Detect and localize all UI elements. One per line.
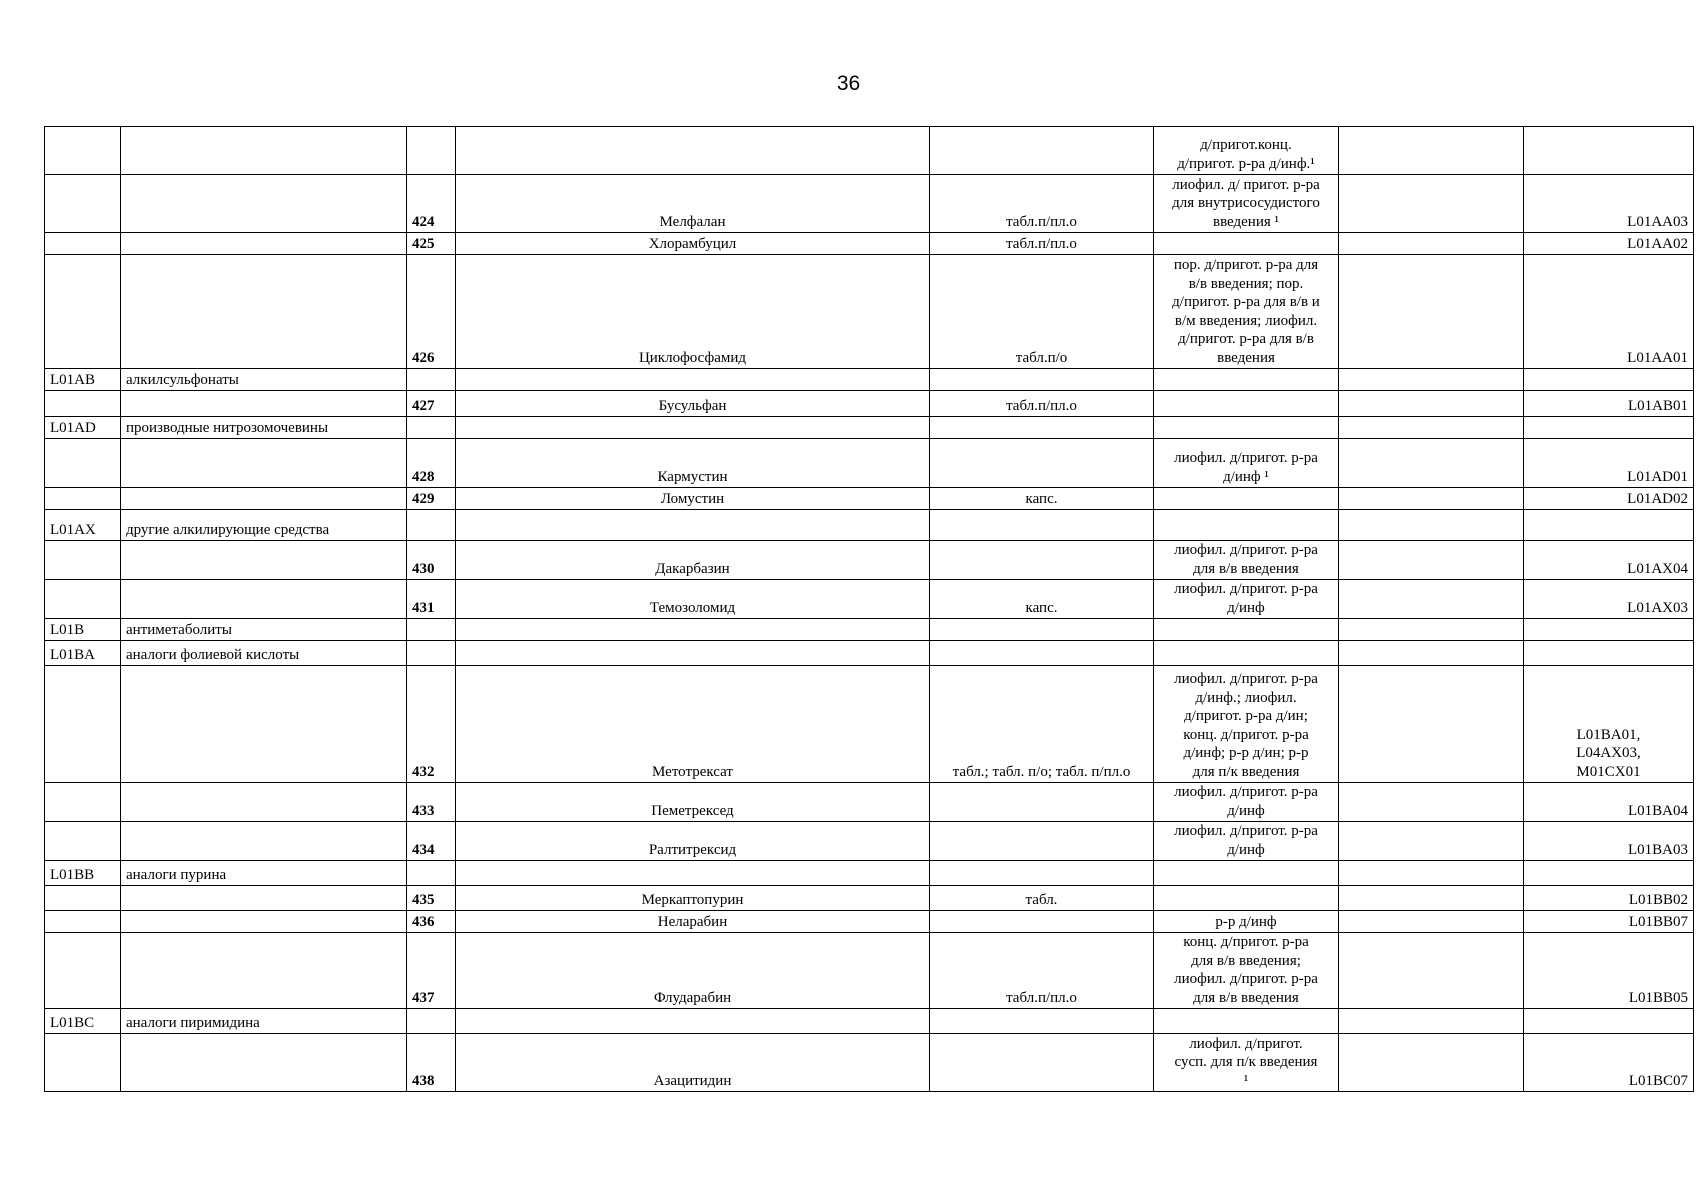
form-line: д/пригот. р-ра для в/в (1178, 331, 1314, 347)
dosage-form: табл.п/пл.о (930, 933, 1154, 1009)
drug-name (456, 510, 930, 541)
empty-cell (1339, 127, 1524, 175)
atc-code-line: L01BB02 (1628, 891, 1688, 908)
item-number (407, 861, 456, 886)
atc-group-code (45, 233, 121, 255)
atc-code-line: L01BB05 (1628, 989, 1688, 1006)
additional-forms (1154, 391, 1339, 417)
drug-name: Бусульфан (456, 391, 930, 417)
dosage-form (930, 783, 1154, 822)
atc-group-code (45, 822, 121, 861)
drug-row (45, 783, 1694, 822)
atc-group-name (121, 933, 407, 1009)
atc-code-line: L01BC07 (1628, 1072, 1688, 1089)
atc-group-code (45, 488, 121, 510)
atc-code (1524, 911, 1694, 933)
form-line: д/пригот.конц. (1200, 137, 1292, 153)
dosage-form (930, 1009, 1154, 1034)
empty-cell (1339, 822, 1524, 861)
form-line: лиофил. д/ пригот. р-ра (1172, 176, 1320, 193)
empty-cell (1339, 1034, 1524, 1092)
atc-code-line: L01AD01 (1627, 468, 1688, 485)
additional-forms (1154, 580, 1339, 619)
atc-code-line: L01AD02 (1627, 490, 1688, 507)
empty-cell (1339, 886, 1524, 911)
atc-code (1524, 580, 1694, 619)
item-number: 437 (407, 933, 456, 1009)
item-number (407, 369, 456, 391)
atc-group-code (45, 580, 121, 619)
atc-group-code (45, 391, 121, 417)
additional-forms (1154, 510, 1339, 541)
group-row (45, 369, 1694, 391)
group-row (45, 619, 1694, 641)
drug-name: Меркаптопурин (456, 886, 930, 911)
drug-row (45, 439, 1694, 488)
additional-forms (1154, 127, 1339, 175)
form-line: в/в введения; пор. (1188, 275, 1304, 292)
drug-row (45, 933, 1694, 1009)
additional-forms (1154, 417, 1339, 439)
atc-code-line: L01AA02 (1627, 235, 1688, 252)
item-number: 434 (407, 822, 456, 861)
additional-forms (1154, 783, 1339, 822)
atc-group-name: другие алкилирующие средства (121, 510, 407, 541)
atc-group-code (45, 1034, 121, 1092)
empty-cell (1339, 580, 1524, 619)
item-number: 430 (407, 541, 456, 580)
form-line: д/инф; р-р д/ин; р-р (1183, 745, 1309, 761)
atc-group-code (45, 439, 121, 488)
drug-row (45, 580, 1694, 619)
form-line: в/м введения; лиофил. (1174, 312, 1318, 329)
additional-forms (1154, 488, 1339, 510)
drug-name (456, 369, 930, 391)
form-line: р-р д/инф (1215, 913, 1277, 930)
drug-name: Метотрексат (456, 666, 930, 783)
item-number: 436 (407, 911, 456, 933)
atc-group-code: L01AB (45, 369, 121, 391)
drug-name: Флударабин (456, 933, 930, 1009)
drug-name: Хлорамбуцил (456, 233, 930, 255)
atc-code-line: L01BB07 (1628, 913, 1688, 930)
form-line: лиофил. д/пригот. р-ра (1174, 971, 1318, 987)
empty-cell (1339, 861, 1524, 886)
atc-group-name (121, 822, 407, 861)
atc-group-name (121, 127, 407, 175)
item-number: 432 (407, 666, 456, 783)
drug-row (45, 886, 1694, 911)
form-line: конц. д/пригот. р-ра (1183, 934, 1309, 950)
drug-name: Пеметрексед (456, 783, 930, 822)
form-line: пор. д/пригот. р-ра для (1173, 257, 1319, 273)
dosage-form (930, 541, 1154, 580)
item-number (407, 1009, 456, 1034)
empty-cell (1339, 175, 1524, 233)
atc-code (1524, 541, 1694, 580)
empty-cell (1339, 417, 1524, 439)
item-number: 431 (407, 580, 456, 619)
atc-group-code: L01BA (45, 641, 121, 666)
atc-group-code: L01B (45, 619, 121, 641)
item-number: 429 (407, 488, 456, 510)
atc-code (1524, 175, 1694, 233)
atc-group-name (121, 255, 407, 369)
atc-group-name (121, 886, 407, 911)
atc-group-name (121, 666, 407, 783)
atc-code-line: M01CX01 (1576, 763, 1641, 780)
atc-group-name (121, 580, 407, 619)
dosage-form (930, 369, 1154, 391)
dosage-form (930, 641, 1154, 666)
form-line: ¹ (1243, 1072, 1249, 1089)
group-row (45, 510, 1694, 541)
atc-code (1524, 369, 1694, 391)
drug-row (45, 391, 1694, 417)
additional-forms (1154, 641, 1339, 666)
atc-code-line: L01AB01 (1628, 397, 1688, 414)
atc-group-code: L01AX (45, 510, 121, 541)
drug-name: Циклофосфамид (456, 255, 930, 369)
atc-code (1524, 233, 1694, 255)
form-line: введения ¹ (1212, 213, 1280, 230)
form-line: д/инф ¹ (1223, 468, 1269, 485)
atc-group-code (45, 255, 121, 369)
drug-row (45, 911, 1694, 933)
atc-code (1524, 861, 1694, 886)
item-number: 435 (407, 886, 456, 911)
additional-forms (1154, 1009, 1339, 1034)
additional-forms (1154, 175, 1339, 233)
additional-forms (1154, 619, 1339, 641)
atc-code (1524, 619, 1694, 641)
atc-group-name (121, 911, 407, 933)
additional-forms (1154, 861, 1339, 886)
atc-code (1524, 666, 1694, 783)
group-row (45, 417, 1694, 439)
empty-cell (1339, 510, 1524, 541)
empty-cell (1339, 933, 1524, 1009)
atc-group-name: аналоги пиримидина (121, 1009, 407, 1034)
atc-code (1524, 822, 1694, 861)
atc-code-line: L01BA04 (1628, 802, 1688, 819)
atc-code (1524, 417, 1694, 439)
drug-name (456, 641, 930, 666)
atc-code-line: L01AX03 (1627, 599, 1688, 616)
empty-cell (1339, 439, 1524, 488)
form-line: д/инф.; лиофил. (1195, 689, 1297, 706)
atc-group-name: антиметаболиты (121, 619, 407, 641)
atc-group-code (45, 541, 121, 580)
atc-group-code: L01AD (45, 417, 121, 439)
page-number: 36 (836, 72, 861, 95)
atc-group-code (45, 933, 121, 1009)
atc-code (1524, 391, 1694, 417)
atc-code-line: L01AX04 (1627, 560, 1688, 577)
drug-row (45, 822, 1694, 861)
group-row (45, 1009, 1694, 1034)
form-line: лиофил. д/пригот. (1189, 1035, 1303, 1052)
atc-group-code: L01BC (45, 1009, 121, 1034)
form-line: лиофил. д/пригот. р-ра (1174, 581, 1318, 597)
item-number: 433 (407, 783, 456, 822)
dosage-form (930, 861, 1154, 886)
form-line: для п/к введения (1192, 763, 1300, 780)
additional-forms (1154, 233, 1339, 255)
atc-group-name (121, 439, 407, 488)
item-number: 427 (407, 391, 456, 417)
atc-group-name (121, 1034, 407, 1092)
drug-row (45, 233, 1694, 255)
drug-name: Неларабин (456, 911, 930, 933)
additional-forms (1154, 666, 1339, 783)
additional-forms (1154, 886, 1339, 911)
atc-code-line: L01AA01 (1627, 349, 1688, 366)
atc-code (1524, 439, 1694, 488)
form-line: д/пригот. р-ра д/ин; (1184, 708, 1308, 724)
form-line: д/инф (1227, 802, 1265, 819)
empty-cell (1339, 391, 1524, 417)
empty-cell (1339, 488, 1524, 510)
item-number (407, 510, 456, 541)
atc-group-name (121, 488, 407, 510)
drug-name: Дакарбазин (456, 541, 930, 580)
atc-code (1524, 886, 1694, 911)
drug-name (456, 619, 930, 641)
atc-code (1524, 1034, 1694, 1092)
additional-forms (1154, 439, 1339, 488)
atc-group-name (121, 233, 407, 255)
empty-cell (1339, 1009, 1524, 1034)
item-number (407, 619, 456, 641)
dosage-form (930, 822, 1154, 861)
drug-name: Ралтитрексид (456, 822, 930, 861)
form-line: д/инф (1227, 599, 1265, 616)
atc-group-code (45, 127, 121, 175)
empty-cell (1339, 641, 1524, 666)
drug-name (456, 417, 930, 439)
drug-name: Ломустин (456, 488, 930, 510)
empty-cell (1339, 666, 1524, 783)
dosage-form: капс. (930, 488, 1154, 510)
drug-row (45, 127, 1694, 175)
form-line: сусп. для п/к введения (1174, 1054, 1318, 1070)
atc-code (1524, 127, 1694, 175)
form-line: д/пригот. р-ра д/инф.¹ (1177, 155, 1315, 172)
drug-name: Мелфалан (456, 175, 930, 233)
atc-code (1524, 641, 1694, 666)
additional-forms (1154, 369, 1339, 391)
dosage-form: табл.; табл. п/о; табл. п/пл.о (930, 666, 1154, 783)
drug-name (456, 1009, 930, 1034)
dosage-form: табл.п/о (930, 255, 1154, 369)
atc-group-name: алкилсульфонаты (121, 369, 407, 391)
atc-group-code (45, 783, 121, 822)
empty-cell (1339, 783, 1524, 822)
dosage-form (930, 619, 1154, 641)
drug-name: Азацитидин (456, 1034, 930, 1092)
dosage-form (930, 417, 1154, 439)
form-line: лиофил. д/пригот. р-ра (1174, 671, 1318, 687)
atc-group-name (121, 541, 407, 580)
drug-row (45, 488, 1694, 510)
dosage-form (930, 1034, 1154, 1092)
empty-cell (1339, 255, 1524, 369)
atc-group-name: производные нитрозомочевины (121, 417, 407, 439)
additional-forms (1154, 933, 1339, 1009)
drug-row (45, 666, 1694, 783)
drug-name (456, 127, 930, 175)
dosage-form (930, 911, 1154, 933)
dosage-form: табл.п/пл.о (930, 391, 1154, 417)
atc-code (1524, 1009, 1694, 1034)
item-number (407, 417, 456, 439)
atc-code (1524, 783, 1694, 822)
group-row (45, 861, 1694, 886)
form-line: для внутрисосудистого (1172, 195, 1320, 211)
empty-cell (1339, 369, 1524, 391)
form-line: для в/в введения; (1191, 952, 1301, 969)
drug-row (45, 1034, 1694, 1092)
item-number: 424 (407, 175, 456, 233)
atc-group-name (121, 175, 407, 233)
drug-name: Кармустин (456, 439, 930, 488)
additional-forms (1154, 541, 1339, 580)
atc-code-line: L04AX03, (1576, 745, 1641, 761)
form-line: введения (1217, 349, 1275, 366)
atc-code (1524, 510, 1694, 541)
dosage-form: табл. (930, 886, 1154, 911)
drug-name (456, 861, 930, 886)
atc-code-line: L01BA01, (1576, 726, 1641, 743)
item-number: 438 (407, 1034, 456, 1092)
empty-cell (1339, 541, 1524, 580)
dosage-form (930, 127, 1154, 175)
drug-name: Темозоломид (456, 580, 930, 619)
dosage-form: капс. (930, 580, 1154, 619)
atc-code (1524, 255, 1694, 369)
form-line: д/инф (1227, 841, 1265, 858)
atc-group-code (45, 911, 121, 933)
atc-group-name (121, 783, 407, 822)
atc-code-line: L01BA03 (1628, 841, 1688, 858)
atc-code (1524, 488, 1694, 510)
additional-forms (1154, 822, 1339, 861)
drug-row (45, 541, 1694, 580)
form-line: лиофил. д/пригот. р-ра (1174, 823, 1318, 839)
form-line: для в/в введения (1193, 989, 1299, 1006)
dosage-form: табл.п/пл.о (930, 233, 1154, 255)
item-number: 428 (407, 439, 456, 488)
atc-group-name: аналоги фолиевой кислоты (121, 641, 407, 666)
atc-group-code (45, 666, 121, 783)
atc-group-code (45, 175, 121, 233)
group-row (45, 641, 1694, 666)
additional-forms (1154, 911, 1339, 933)
item-number: 426 (407, 255, 456, 369)
additional-forms (1154, 255, 1339, 369)
form-line: конц. д/пригот. р-ра (1183, 726, 1309, 743)
dosage-form (930, 439, 1154, 488)
dosage-form: табл.п/пл.о (930, 175, 1154, 233)
empty-cell (1339, 619, 1524, 641)
drug-row (45, 255, 1694, 369)
atc-code-line: L01AA03 (1627, 213, 1688, 230)
drug-row (45, 175, 1694, 233)
dosage-form (930, 510, 1154, 541)
additional-forms (1154, 1034, 1339, 1092)
form-line: лиофил. д/пригот. р-ра (1174, 450, 1318, 466)
form-line: д/пригот. р-ра для в/в и (1172, 294, 1320, 310)
empty-cell (1339, 911, 1524, 933)
item-number (407, 641, 456, 666)
atc-group-code: L01BB (45, 861, 121, 886)
form-line: для в/в введения (1193, 560, 1299, 577)
atc-group-code (45, 886, 121, 911)
empty-cell (1339, 233, 1524, 255)
form-line: лиофил. д/пригот. р-ра (1174, 784, 1318, 800)
atc-code (1524, 933, 1694, 1009)
form-line: лиофил. д/пригот. р-ра (1174, 542, 1318, 558)
atc-group-name (121, 391, 407, 417)
atc-group-name: аналоги пурина (121, 861, 407, 886)
drug-table (44, 126, 1694, 1092)
item-number: 425 (407, 233, 456, 255)
item-number (407, 127, 456, 175)
